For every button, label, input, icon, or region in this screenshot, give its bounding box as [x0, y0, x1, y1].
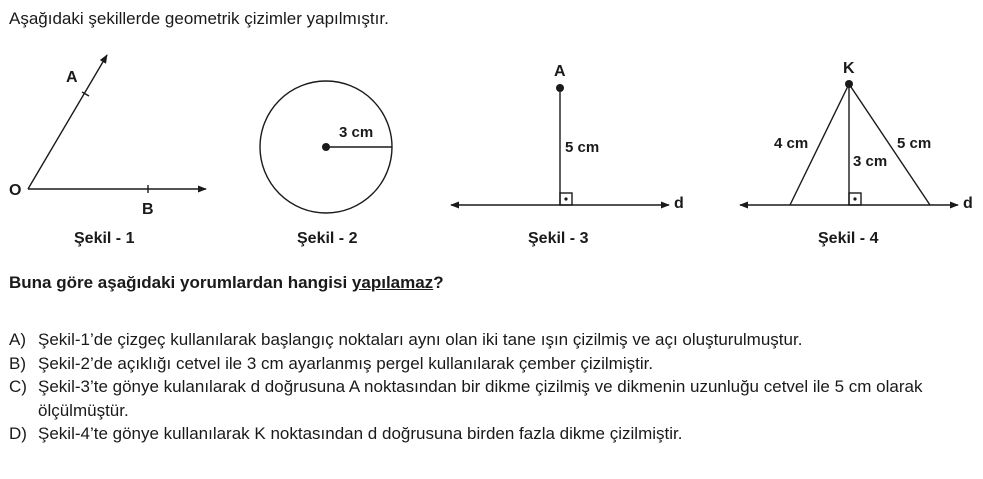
point-B-label: B — [142, 201, 154, 218]
point-A-label: A — [554, 63, 566, 80]
option-c[interactable] — [9, 375, 979, 422]
length-label: 5 cm — [565, 139, 600, 156]
option-key: B) — [9, 353, 26, 373]
option-text: Şekil-4’te gönye kullanılarak K noktasından d doğrusuna birden fazla dikme çizilmiştir. — [38, 424, 683, 443]
option-b[interactable] — [9, 352, 979, 376]
figure-3 — [451, 88, 669, 205]
point-K-label: K — [843, 60, 855, 77]
figure-1 — [28, 55, 206, 193]
option-text: Şekil-2’de açıklığı cetvel ile 3 cm ayarlanmış pergel kullanılarak çember çizilmiştir. — [38, 353, 654, 373]
right-angle-dot — [853, 197, 856, 200]
figure-2-caption: Şekil - 2 — [297, 230, 358, 247]
option-a[interactable] — [9, 328, 979, 352]
option-text: Şekil-1’de çizgeç kullanılarak başlangıç noktaları aynı olan iki tane ışın çizilmiş ve açı oluşturulmuştur. — [38, 330, 803, 349]
option-text: Şekil-3’te gönye kulanılarak d doğrusuna A noktasından bir dikme çizilmiş ve dikmenin uzunluğu cetvel ile 5 cm olarak ölçülmüştür. — [38, 377, 923, 420]
option-key: D) — [9, 424, 27, 443]
point-A-label: A — [66, 69, 78, 86]
question-prefix: Buna göre aşağıdaki yorumlardan hangisi — [9, 273, 352, 292]
right-angle-dot — [564, 197, 567, 200]
height-label: 3 cm — [853, 153, 888, 170]
figure-4-caption: Şekil - 4 — [818, 230, 879, 247]
answer-options — [9, 328, 979, 446]
question-text — [9, 273, 444, 293]
point-K — [845, 80, 853, 88]
question-suffix: ? — [433, 273, 444, 292]
intro-text: Aşağıdaki şekillerde geometrik çizimler yapılmıştır. — [9, 9, 389, 28]
radius-label: 3 cm — [339, 124, 374, 141]
figure-2 — [260, 81, 392, 213]
question-emphasis: yapılamaz — [351, 273, 434, 292]
right-side-label: 5 cm — [897, 135, 932, 152]
line-d-label: d — [674, 195, 684, 212]
option-key: A) — [9, 330, 26, 349]
point-A — [556, 84, 564, 92]
option-d[interactable] — [9, 422, 979, 446]
line-d-label: d — [963, 195, 973, 212]
figure-1-caption: Şekil - 1 — [74, 230, 135, 247]
left-side-label: 4 cm — [774, 135, 809, 152]
center-point — [322, 143, 330, 151]
figure-3-caption: Şekil - 3 — [528, 230, 589, 247]
point-O-label: O — [9, 182, 22, 199]
option-key: C) — [9, 377, 27, 396]
